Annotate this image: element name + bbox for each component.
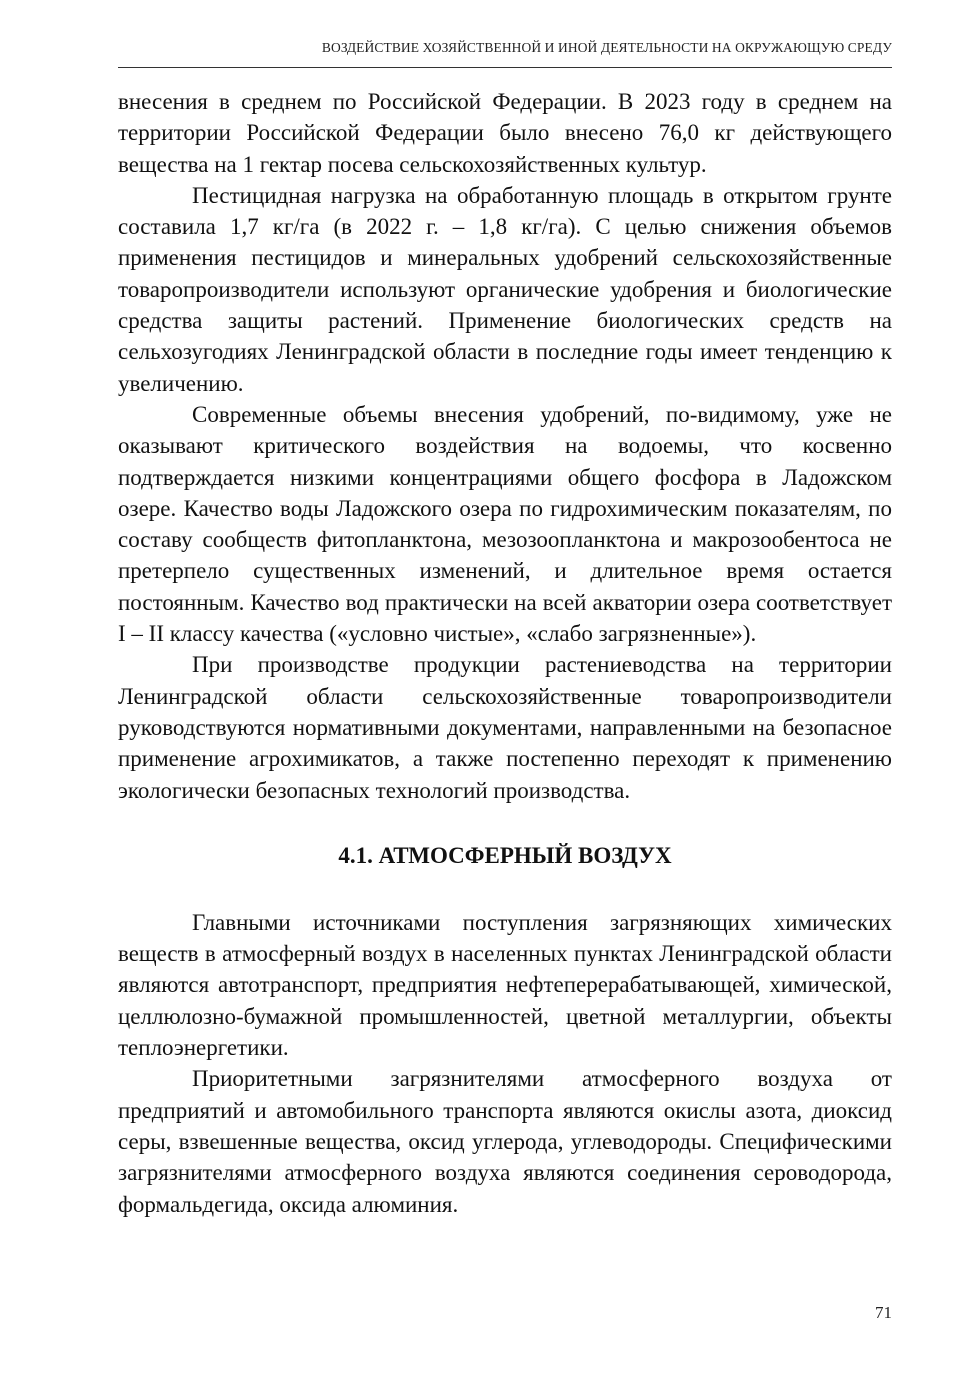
page-number: 71 (875, 1303, 892, 1322)
header-divider (118, 67, 892, 68)
paragraph-fertilizer-impact: Современные объемы внесения удобрений, по-видимому, уже не оказывают критического воздействия на водоемы, что косвенно подтверждается низкими концентрациями общего фосфора в Ладожском озере. Качество воды Ладожского озера по гидрохимическим показателям, по составу сообществ фитопланктона, мезозоопланктона и макрозообентоса не претерпело существенных изменений, и длительное время остается постоянным. Качество вод практически на всей акватории озера соответствует I – II классу качества («условно чистые», «слабо загрязненные»). (118, 401, 892, 647)
section-heading: 4.1. АТМОСФЕРНЫЙ ВОЗДУХ (338, 842, 672, 868)
paragraph-pollution-sources: Главными источниками поступления загрязняющих химических веществ в атмосферный воздух в населенных пунктах Ленинградской области являются автотранспорт, предприятия нефтеперерабатывающей, химической, целлюлозно-бумажной промышленностей, цветной металлургии, объекты теплоэнергетики. (118, 909, 892, 1061)
page-body (118, 86, 892, 1220)
paragraph-pesticide-load: Пестицидная нагрузка на обработанную площадь в открытом грунте составила 1,7 кг/га (в 2022 г. – 1,8 кг/га). С целью снижения объемов применения пестицидов и минеральных удобрений сельскохозяйственные товаропроизводители используют органические удобрения и биологические средства защиты растений. Применение биологических средств на сельхозугодиях Ленинградской области в последние годы имеет тенденцию к увеличению. (118, 182, 892, 396)
paragraph-priority-pollutants: Приоритетными загрязнителями атмосферного воздуха от предприятий и автомобильного транспорта являются окислы азота, диоксид серы, взвешенные вещества, оксид углерода, углеводороды. Специфическими загрязнителями атмосферного воздуха являются соединения сероводорода, формальдегида, оксида алюминия. (118, 1066, 892, 1217)
paragraph-continued: внесения в среднем по Российской Федерации. В 2023 году в среднем на территории Российской Федерации было внесено 76,0 кг действующего вещества на 1 гектар посева сельскохозяйственных культур. (118, 89, 892, 177)
paragraph-crop-production: При производстве продукции растениеводства на территории Ленинградской области сельскохозяйственные товаропроизводители руководствуются нормативными документами, направленными на безопасное применение агрохимикатов, а также постепенно переходят к применению экологически безопасных технологий производства. (118, 652, 892, 803)
running-header: ВОЗДЕЙСТВИЕ ХОЗЯЙСТВЕННОЙ И ИНОЙ ДЕЯТЕЛЬНОСТИ НА ОКРУЖАЮЩУЮ СРЕДУ (321, 40, 892, 55)
